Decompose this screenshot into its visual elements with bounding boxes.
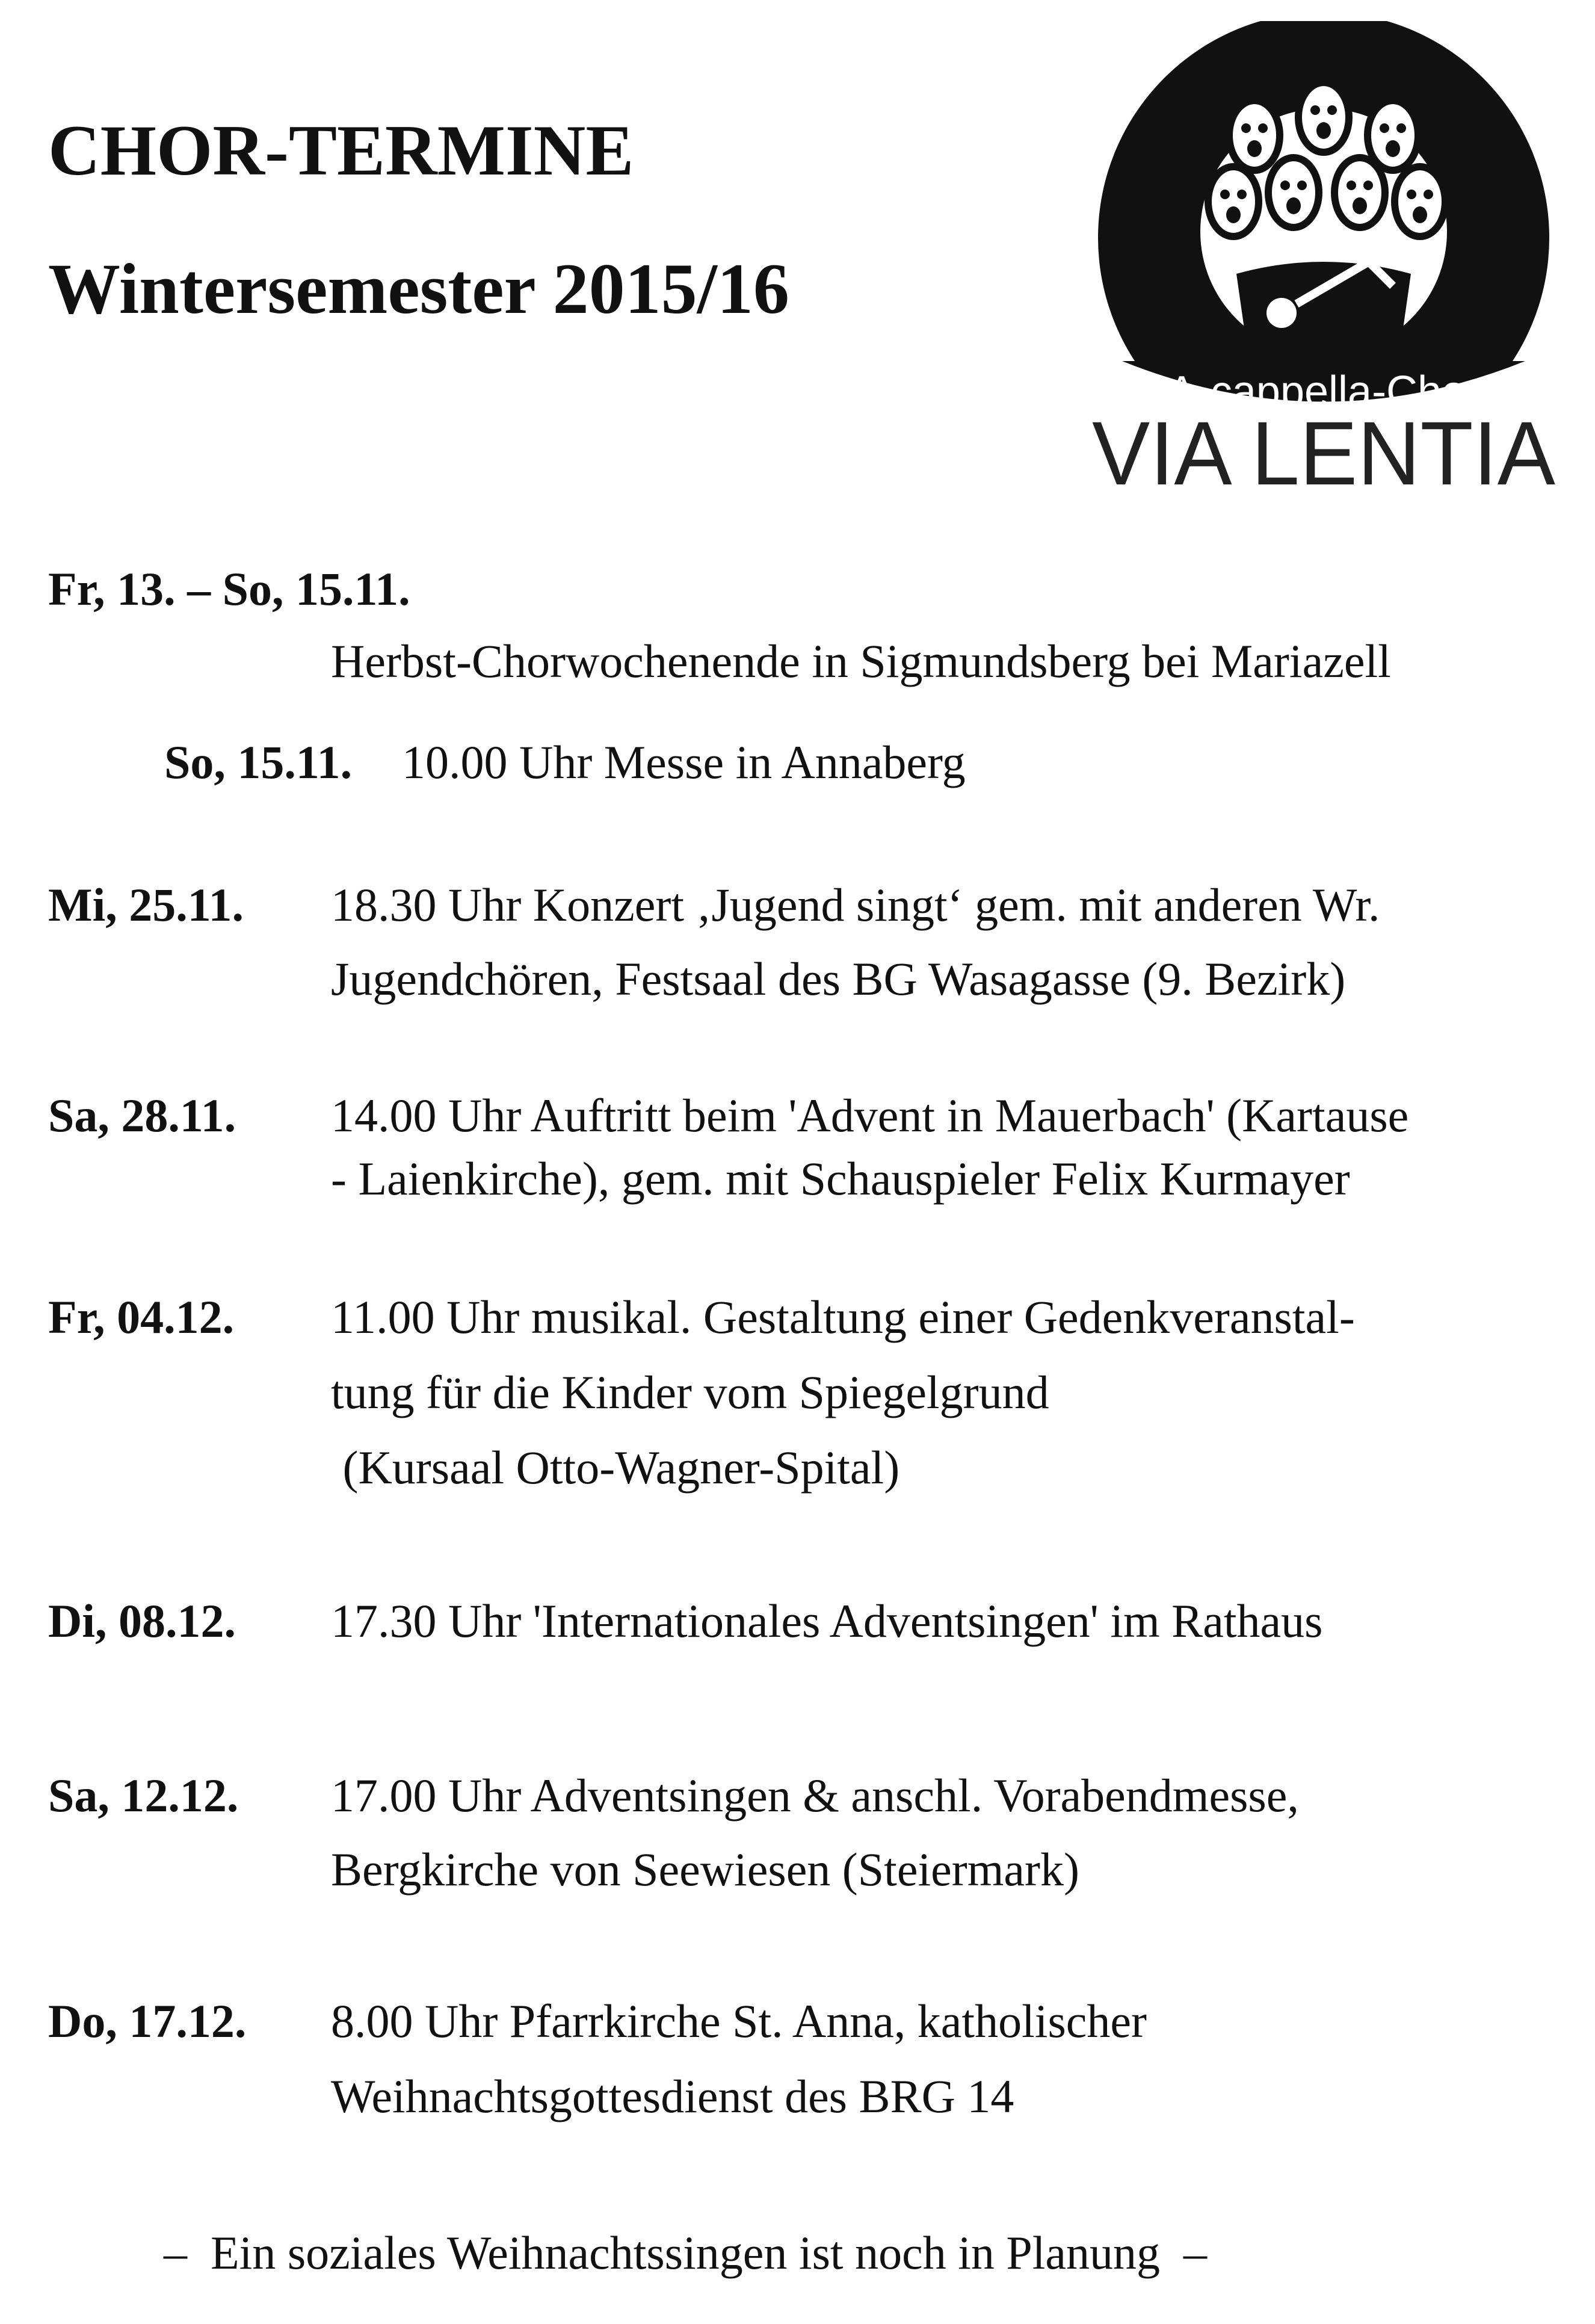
singer-mouth-icon <box>1413 206 1427 223</box>
event-text: 11.00 Uhr musikal. Gestaltung einer Gedenkveranstal- <box>331 1291 1355 1343</box>
singer-eye-icon <box>1396 123 1406 133</box>
event-date: Fr, 13. – So, 15.11. <box>48 563 410 615</box>
singer-mouth-icon <box>1226 206 1241 223</box>
event-text: Herbst-Chorwochenende in Sigmundsberg bei Mariazell <box>331 635 1391 687</box>
singer-mouth-icon <box>1386 140 1400 157</box>
singer-eye-icon <box>1310 105 1320 115</box>
event-date: Di, 08.12. <box>48 1595 236 1647</box>
event-text: Jugendchören, Festsaal des BG Wasagasse (9. Bezirk) <box>331 953 1346 1005</box>
event-date: Sa, 12.12. <box>48 1769 239 1822</box>
footer-note: – Ein soziales Weihnachtssingen ist noch in Planung – <box>164 2227 1208 2279</box>
singer-face-icon <box>1395 167 1445 236</box>
singer-eye-icon <box>1424 190 1433 199</box>
singer-face-icon <box>1368 100 1418 170</box>
event-text: 17.00 Uhr Adventsingen & anschl. Vorabendmesse, <box>331 1769 1299 1822</box>
singer-face-icon <box>1208 167 1259 236</box>
event-text: 17.30 Uhr 'Internationales Adventsingen' im Rathaus <box>331 1595 1323 1647</box>
event-text: 14.00 Uhr Auftritt beim 'Advent in Mauerbach' (Kartause <box>331 1089 1409 1142</box>
event-text: - Laienkirche), gem. mit Schauspieler Felix Kurmayer <box>331 1152 1350 1205</box>
event-date: Sa, 28.11. <box>48 1089 236 1142</box>
page-title: CHOR-TERMINE <box>48 110 634 190</box>
event-text: (Kursaal Otto-Wagner-Spital) <box>331 1441 900 1494</box>
singer-eye-icon <box>1363 181 1373 190</box>
event-text: tung für die Kinder vom Spiegelgrund <box>331 1366 1049 1418</box>
event-text: 8.00 Uhr Pfarrkirche St. Anna, katholischer <box>331 1995 1147 2047</box>
singer-face-icon <box>1298 82 1349 152</box>
singer-mouth-icon <box>1247 140 1262 157</box>
event-date: Do, 17.12. <box>48 1995 247 2047</box>
event-text: Bergkirche von Seewiesen (Steiermark) <box>331 1843 1079 1896</box>
singer-face-icon <box>1268 158 1319 227</box>
event-date: Fr, 04.12. <box>48 1291 235 1343</box>
logo-name: VIA LENTIA <box>1092 403 1555 493</box>
event-text: 18.30 Uhr Konzert ‚Jugend singt‘ gem. mit anderen Wr. <box>331 879 1380 931</box>
singer-eye-icon <box>1258 123 1268 133</box>
singer-eye-icon <box>1297 181 1307 190</box>
singer-eye-icon <box>1280 181 1290 190</box>
singer-face-icon <box>1334 158 1385 227</box>
choir-logo <box>1086 21 1561 493</box>
logo-subtitle: A-cappella-Chor <box>1167 368 1481 416</box>
page-subtitle: Wintersemester 2015/16 <box>48 249 789 329</box>
singer-eye-icon <box>1327 105 1337 115</box>
event-date: Mi, 25.11. <box>48 879 244 931</box>
singer-eye-icon <box>1220 190 1230 199</box>
singer-mouth-icon <box>1353 197 1367 214</box>
singer-face-icon <box>1229 100 1280 170</box>
singer-eye-icon <box>1237 190 1247 199</box>
singer-mouth-icon <box>1316 122 1331 139</box>
singer-eye-icon <box>1380 123 1389 133</box>
event-text: Weihnachtsgottesdienst des BRG 14 <box>331 2070 1014 2122</box>
event-date: So, 15.11. <box>164 736 353 788</box>
singer-eye-icon <box>1407 190 1416 199</box>
event-text: 10.00 Uhr Messe in Annaberg <box>402 736 966 788</box>
singer-mouth-icon <box>1286 197 1301 214</box>
singer-eye-icon <box>1241 123 1251 133</box>
singer-eye-icon <box>1347 181 1356 190</box>
